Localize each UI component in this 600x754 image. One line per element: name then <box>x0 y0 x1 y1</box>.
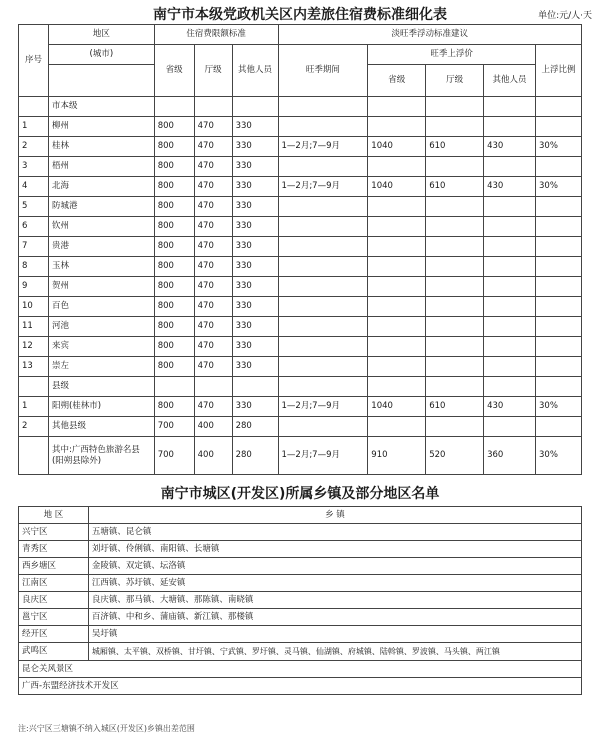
cell-no <box>19 437 49 475</box>
table-row <box>19 337 582 357</box>
cell-period: 1—2月;7—9月 <box>278 397 368 417</box>
cell-p3 <box>484 337 536 357</box>
region-cell: 良庆区 <box>19 592 89 609</box>
table-row <box>19 609 582 626</box>
cell-b: 470 <box>194 397 232 417</box>
cell-no: 7 <box>19 237 49 257</box>
cell-b: 470 <box>194 277 232 297</box>
region-cell: 经开区 <box>19 626 89 643</box>
cell-b: 470 <box>194 137 232 157</box>
cell-period <box>278 337 368 357</box>
towns-cell: 吴圩镇 <box>88 626 581 643</box>
cell-p2: 610 <box>426 397 484 417</box>
cell-p3 <box>484 197 536 217</box>
table-row <box>19 626 582 643</box>
cell-ratio <box>536 217 582 237</box>
towns-cell: 金陵镇、双定镇、坛洛镇 <box>88 558 581 575</box>
header-t2-town: 乡 镇 <box>88 507 581 524</box>
town-list-title: 南宁市城区(开发区)所属乡镇及部分地区名单 <box>160 486 440 502</box>
cell-p2 <box>426 197 484 217</box>
header-peak-other: 其他人员 <box>484 65 536 97</box>
header-blank <box>48 65 154 97</box>
table-row <box>19 575 582 592</box>
region-cell: 西乡塘区 <box>19 558 89 575</box>
cell-no: 2 <box>19 137 49 157</box>
cell-no: 13 <box>19 357 49 377</box>
cell-b: 470 <box>194 257 232 277</box>
cell-no: 10 <box>19 297 49 317</box>
cell-period <box>278 157 368 177</box>
cell-p1: 910 <box>368 437 426 475</box>
cell-c: 330 <box>232 297 278 317</box>
cell-ratio: 30% <box>536 397 582 417</box>
cell-p3 <box>484 417 536 437</box>
header-t2-region: 地 区 <box>19 507 89 524</box>
cell-b: 400 <box>194 417 232 437</box>
cell-p1 <box>368 257 426 277</box>
footnote: 注:兴宁区三塘镇不纳入城区(开发区)乡镇出差范围 <box>18 724 195 733</box>
towns-cell: 江西镇、苏圩镇、延安镇 <box>88 575 581 592</box>
cell-a: 800 <box>154 137 194 157</box>
cell-name: 北海 <box>48 177 154 197</box>
cell-ratio: 30% <box>536 437 582 475</box>
header-hall: 厅级 <box>194 45 232 97</box>
cell-b: 470 <box>194 157 232 177</box>
cell-ratio <box>536 357 582 377</box>
header-peak-hall: 厅级 <box>426 65 484 97</box>
cell-p2 <box>426 217 484 237</box>
cell-name: 其他县级 <box>48 417 154 437</box>
cell-b: 470 <box>194 357 232 377</box>
table-row <box>19 643 582 661</box>
cell-c: 330 <box>232 137 278 157</box>
cell-c: 330 <box>232 217 278 237</box>
region-cell: 江南区 <box>19 575 89 592</box>
cell-p3: 430 <box>484 397 536 417</box>
cell-c: 330 <box>232 397 278 417</box>
area-cell: 广西-东盟经济技术开发区 <box>19 678 582 695</box>
cell-period <box>278 317 368 337</box>
cell-a: 700 <box>154 417 194 437</box>
cell-ratio <box>536 297 582 317</box>
cell-a: 800 <box>154 257 194 277</box>
cell-name: 其中:广西特色旅游名县(阳朔县除外) <box>48 437 154 475</box>
table-row <box>19 237 582 257</box>
header-peak-province: 省级 <box>368 65 426 97</box>
cell-b: 470 <box>194 177 232 197</box>
cell-p2: 610 <box>426 177 484 197</box>
table-row <box>19 277 582 297</box>
cell-p3 <box>484 277 536 297</box>
cell-p3 <box>484 257 536 277</box>
cell-c: 330 <box>232 357 278 377</box>
table-row <box>19 117 582 137</box>
table-row <box>19 137 582 157</box>
cell-name: 梧州 <box>48 157 154 177</box>
cell-period <box>278 217 368 237</box>
unit-label: 单位:元/人·天 <box>538 11 592 21</box>
cell-name: 贵港 <box>48 237 154 257</box>
header-peak-up: 旺季上浮价 <box>368 45 536 65</box>
table-row <box>19 177 582 197</box>
cell-p2 <box>426 237 484 257</box>
towns-cell: 城厢镇、太平镇、双桥镇、甘圩镇、宁武镇、罗圩镇、灵马镇、仙湖镇、府城镇、陆斡镇、罗波镇、马头镇、两江镇 <box>88 643 581 661</box>
table-row <box>19 217 582 237</box>
cell-b: 470 <box>194 117 232 137</box>
region-cell: 武鸣区 <box>19 643 89 661</box>
cell-a: 800 <box>154 277 194 297</box>
cell-p1 <box>368 317 426 337</box>
cell-a: 800 <box>154 317 194 337</box>
cell-p1 <box>368 237 426 257</box>
cell-b: 470 <box>194 217 232 237</box>
cell-name: 防城港 <box>48 197 154 217</box>
cell-no: 9 <box>19 277 49 297</box>
town-list-table <box>18 506 582 695</box>
cell-no: 6 <box>19 217 49 237</box>
table-row <box>19 357 582 377</box>
cell-p3 <box>484 217 536 237</box>
cell-p3: 360 <box>484 437 536 475</box>
section-row <box>19 377 582 397</box>
cell-c: 330 <box>232 257 278 277</box>
cell-ratio <box>536 337 582 357</box>
cell-period: 1—2月;7—9月 <box>278 177 368 197</box>
table-row <box>19 397 582 417</box>
cell-a: 800 <box>154 297 194 317</box>
cell-no: 1 <box>19 397 49 417</box>
cell-ratio <box>536 157 582 177</box>
cell-no: 5 <box>19 197 49 217</box>
cell-no: 12 <box>19 337 49 357</box>
cell-period <box>278 257 368 277</box>
cell-p3 <box>484 157 536 177</box>
cell-c: 330 <box>232 197 278 217</box>
header-region: 地区 <box>48 25 154 45</box>
table-row <box>19 197 582 217</box>
cell-a: 800 <box>154 217 194 237</box>
cell-p1 <box>368 357 426 377</box>
section-city-level: 市本级 <box>48 97 154 117</box>
cell-a: 800 <box>154 177 194 197</box>
cell-name: 玉林 <box>48 257 154 277</box>
cell-name: 崇左 <box>48 357 154 377</box>
cell-p2: 520 <box>426 437 484 475</box>
cell-c: 330 <box>232 177 278 197</box>
table-row <box>19 558 582 575</box>
cell-a: 800 <box>154 337 194 357</box>
header-other: 其他人员 <box>232 45 278 97</box>
cell-p3 <box>484 297 536 317</box>
cell-p3 <box>484 237 536 257</box>
table-row <box>19 678 582 695</box>
table-row <box>19 437 582 475</box>
main-title: 南宁市本级党政机关区内差旅住宿费标准细化表 <box>153 7 447 23</box>
table-row <box>19 661 582 678</box>
header-ratio: 上浮比例 <box>536 45 582 97</box>
cell-p2 <box>426 357 484 377</box>
cell-p3 <box>484 117 536 137</box>
table-row <box>19 417 582 437</box>
cell-p3 <box>484 317 536 337</box>
cell-ratio: 30% <box>536 137 582 157</box>
cell-ratio: 30% <box>536 177 582 197</box>
cell-p2 <box>426 117 484 137</box>
table-row <box>19 157 582 177</box>
region-cell: 青秀区 <box>19 541 89 558</box>
cell-p1 <box>368 217 426 237</box>
cell-ratio <box>536 197 582 217</box>
header-peak-period: 旺季期间 <box>278 45 368 97</box>
cell-ratio <box>536 237 582 257</box>
cell-p1: 1040 <box>368 397 426 417</box>
header-index: 序号 <box>19 25 49 97</box>
cell-p2 <box>426 417 484 437</box>
table-row <box>19 317 582 337</box>
header-province: 省级 <box>154 45 194 97</box>
cell-no: 2 <box>19 417 49 437</box>
cell-p2 <box>426 337 484 357</box>
cell-a: 700 <box>154 437 194 475</box>
cell-no: 11 <box>19 317 49 337</box>
header-float: 淡旺季浮动标准建议 <box>278 25 582 45</box>
cell-ratio <box>536 117 582 137</box>
cell-c: 280 <box>232 437 278 475</box>
cell-p1 <box>368 417 426 437</box>
cell-a: 800 <box>154 197 194 217</box>
cell-period: 1—2月;7—9月 <box>278 437 368 475</box>
cell-period <box>278 277 368 297</box>
cell-name: 来宾 <box>48 337 154 357</box>
cell-period <box>278 197 368 217</box>
cell-no: 8 <box>19 257 49 277</box>
area-cell: 昆仑关风景区 <box>19 661 582 678</box>
region-cell: 邕宁区 <box>19 609 89 626</box>
towns-cell: 百济镇、中和乡、蒲庙镇、新江镇、那楼镇 <box>88 609 581 626</box>
cell-c: 330 <box>232 317 278 337</box>
section-county-level: 县级 <box>48 377 154 397</box>
cell-no: 1 <box>19 117 49 137</box>
cell-p2: 610 <box>426 137 484 157</box>
cell-ratio <box>536 277 582 297</box>
table-row <box>19 524 582 541</box>
cell-period <box>278 297 368 317</box>
table-row <box>19 297 582 317</box>
table-row <box>19 257 582 277</box>
cell-p1: 1040 <box>368 137 426 157</box>
cell-p1 <box>368 297 426 317</box>
cell-p2 <box>426 277 484 297</box>
cell-p1 <box>368 117 426 137</box>
cell-p2 <box>426 297 484 317</box>
cell-c: 330 <box>232 157 278 177</box>
cell-name: 河池 <box>48 317 154 337</box>
cell-b: 400 <box>194 437 232 475</box>
cell-c: 330 <box>232 277 278 297</box>
cell-b: 470 <box>194 197 232 217</box>
header-city: (城市) <box>48 45 154 65</box>
cell-c: 330 <box>232 337 278 357</box>
cell-name: 钦州 <box>48 217 154 237</box>
cell-p1 <box>368 277 426 297</box>
cell-name: 阳朔(桂林市) <box>48 397 154 417</box>
towns-cell: 刘圩镇、伶俐镇、南阳镇、长塘镇 <box>88 541 581 558</box>
cell-a: 800 <box>154 397 194 417</box>
cell-p2 <box>426 157 484 177</box>
region-cell: 兴宁区 <box>19 524 89 541</box>
cell-a: 800 <box>154 117 194 137</box>
cell-period <box>278 357 368 377</box>
cell-p1 <box>368 197 426 217</box>
cell-c: 330 <box>232 237 278 257</box>
cell-period <box>278 417 368 437</box>
cell-b: 470 <box>194 237 232 257</box>
towns-cell: 五塘镇、昆仑镇 <box>88 524 581 541</box>
cell-period: 1—2月;7—9月 <box>278 137 368 157</box>
cell-c: 330 <box>232 117 278 137</box>
header-limit: 住宿费限额标准 <box>154 25 278 45</box>
cell-b: 470 <box>194 337 232 357</box>
cell-name: 百色 <box>48 297 154 317</box>
cell-period <box>278 117 368 137</box>
towns-cell: 良庆镇、那马镇、大塘镇、那陈镇、南晓镇 <box>88 592 581 609</box>
table-row <box>19 541 582 558</box>
cell-a: 800 <box>154 357 194 377</box>
cell-p1: 1040 <box>368 177 426 197</box>
cell-p3 <box>484 357 536 377</box>
cell-period <box>278 237 368 257</box>
cell-a: 800 <box>154 157 194 177</box>
cell-name: 贺州 <box>48 277 154 297</box>
cell-p2 <box>426 317 484 337</box>
lodging-standard-table <box>18 24 582 475</box>
cell-b: 470 <box>194 317 232 337</box>
cell-c: 280 <box>232 417 278 437</box>
cell-ratio <box>536 417 582 437</box>
table-row <box>19 592 582 609</box>
cell-name: 柳州 <box>48 117 154 137</box>
cell-ratio <box>536 317 582 337</box>
cell-no: 3 <box>19 157 49 177</box>
cell-p1 <box>368 337 426 357</box>
cell-b: 470 <box>194 297 232 317</box>
cell-no: 4 <box>19 177 49 197</box>
cell-a: 800 <box>154 237 194 257</box>
cell-p3: 430 <box>484 177 536 197</box>
cell-p2 <box>426 257 484 277</box>
cell-name: 桂林 <box>48 137 154 157</box>
cell-p1 <box>368 157 426 177</box>
cell-ratio <box>536 257 582 277</box>
cell-p3: 430 <box>484 137 536 157</box>
